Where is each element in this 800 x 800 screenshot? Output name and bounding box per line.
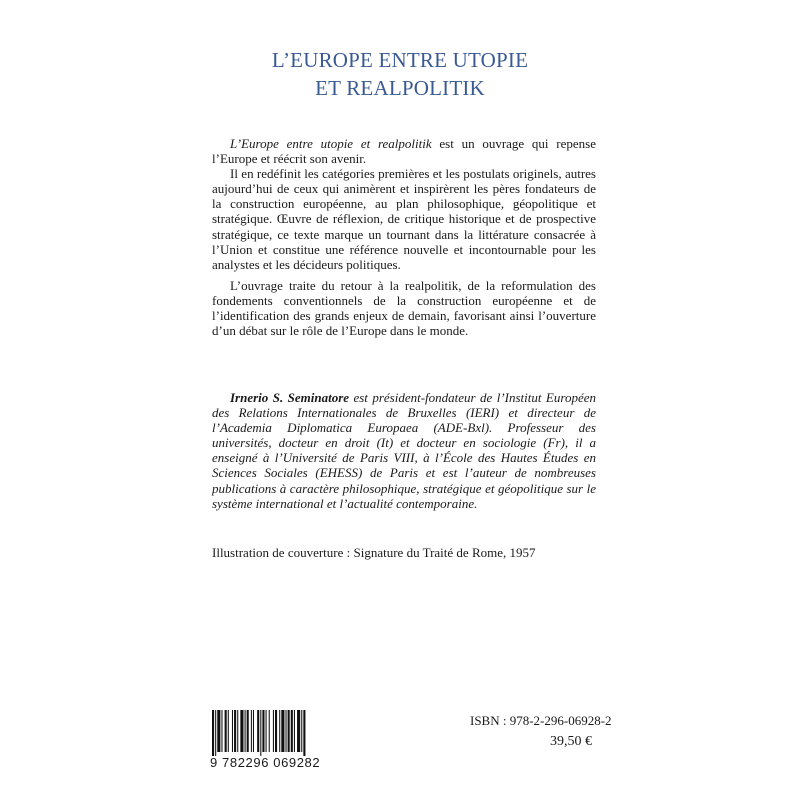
description-book-title: L’Europe entre utopie et realpolitik [230, 136, 432, 151]
title-line-1: L’EUROPE ENTRE UTOPIE [271, 48, 529, 72]
author-paragraph [212, 390, 596, 511]
isbn: ISBN : 978-2-296-06928-2 [470, 713, 612, 728]
barcode-bar [262, 710, 264, 752]
barcode-bar [212, 710, 214, 756]
barcode-bar [288, 710, 290, 752]
barcode-bar [291, 710, 293, 752]
barcode-bar [240, 710, 243, 752]
barcode-bar [251, 710, 252, 752]
barcode-bar [301, 710, 302, 752]
barcode-bar [279, 710, 280, 752]
barcode-bar [232, 710, 233, 752]
barcode-bar [253, 710, 254, 752]
barcode-bars-icon [210, 710, 336, 756]
barcode-bar [225, 710, 227, 752]
title-line-2: ET REALPOLITIK [315, 76, 485, 100]
description-paragraph-2: Il en redéfinit les catégories premières et les postulats originels, autres aujourd’hui de ceux qui animèrent et inspirèrent les pères fondateurs de la construction européenne, au plan philosophique, géopolitique et stratégique. Œuvre de réflexion, de critique historique et de prospective stratégique, ce texte marque un tournant dans la littérature consacrée à l’Union et constitue une référence nouvelle et incontournable pour les analystes et les décideurs politiques. [212, 166, 596, 272]
barcode-bar [215, 710, 216, 756]
barcode-bar [257, 710, 259, 752]
barcode-bar [217, 710, 220, 752]
barcode-bar [245, 710, 246, 752]
book-description [212, 136, 596, 272]
barcode-bar [228, 710, 229, 752]
author-name: Irnerio S. Seminatore [230, 390, 350, 405]
description-intro: est un ouvrage qui repense l’Europe et réécrit son avenir. [212, 136, 596, 167]
barcode-bar [269, 710, 270, 752]
barcode-bar [303, 710, 305, 756]
illustration-credit: Illustration de couverture : Signature du Traité de Rome, 1957 [212, 545, 536, 560]
barcode-bar [273, 710, 274, 752]
barcode-bar [297, 710, 300, 752]
barcode-bar [247, 710, 249, 752]
author-bio-text: est président-fondateur de l’Institut Européen des Relations Internationales de Bruxelles (IERI) et directeur de l’Academia Diplomatica Europaea (ADE-Bxl). Professeur des universités, docteur en droit (It) et docteur en sociologie (Fr), il a enseigné à l’Université de Paris VIII, à l’École des Hautes Études en Sciences Sociales (EHESS) de Paris et est l’auteur de nombreuses publications à caractère philosophique, stratégique et géopolitique sur le système international et l’actualité contemporaine. [212, 390, 596, 511]
barcode-bar [260, 710, 261, 756]
barcode [210, 710, 336, 770]
barcode-bar [286, 710, 287, 752]
barcode-bar [221, 710, 222, 752]
description-paragraph-1 [212, 136, 596, 166]
author-bio [212, 390, 596, 511]
description-paragraph-3: L’ouvrage traite du retour à la realpolitik, de la reformulation des fondements conventionnels de la construction européenne et de l’identification des grands enjeux de demain, favorisant ainsi l’ouverture d’un débat sur le rôle de l’Europe dans le monde. [212, 278, 596, 339]
barcode-digits: 9 782296 069282 [210, 755, 321, 770]
barcode-bar [266, 710, 267, 752]
barcode-bar [237, 710, 238, 752]
book-description-2 [212, 278, 596, 338]
price: 39,50 € [550, 734, 592, 749]
barcode-bar [294, 710, 295, 752]
barcode-bar [281, 710, 284, 752]
book-title [0, 46, 800, 102]
barcode-bar [234, 710, 236, 752]
barcode-bar [275, 710, 277, 752]
